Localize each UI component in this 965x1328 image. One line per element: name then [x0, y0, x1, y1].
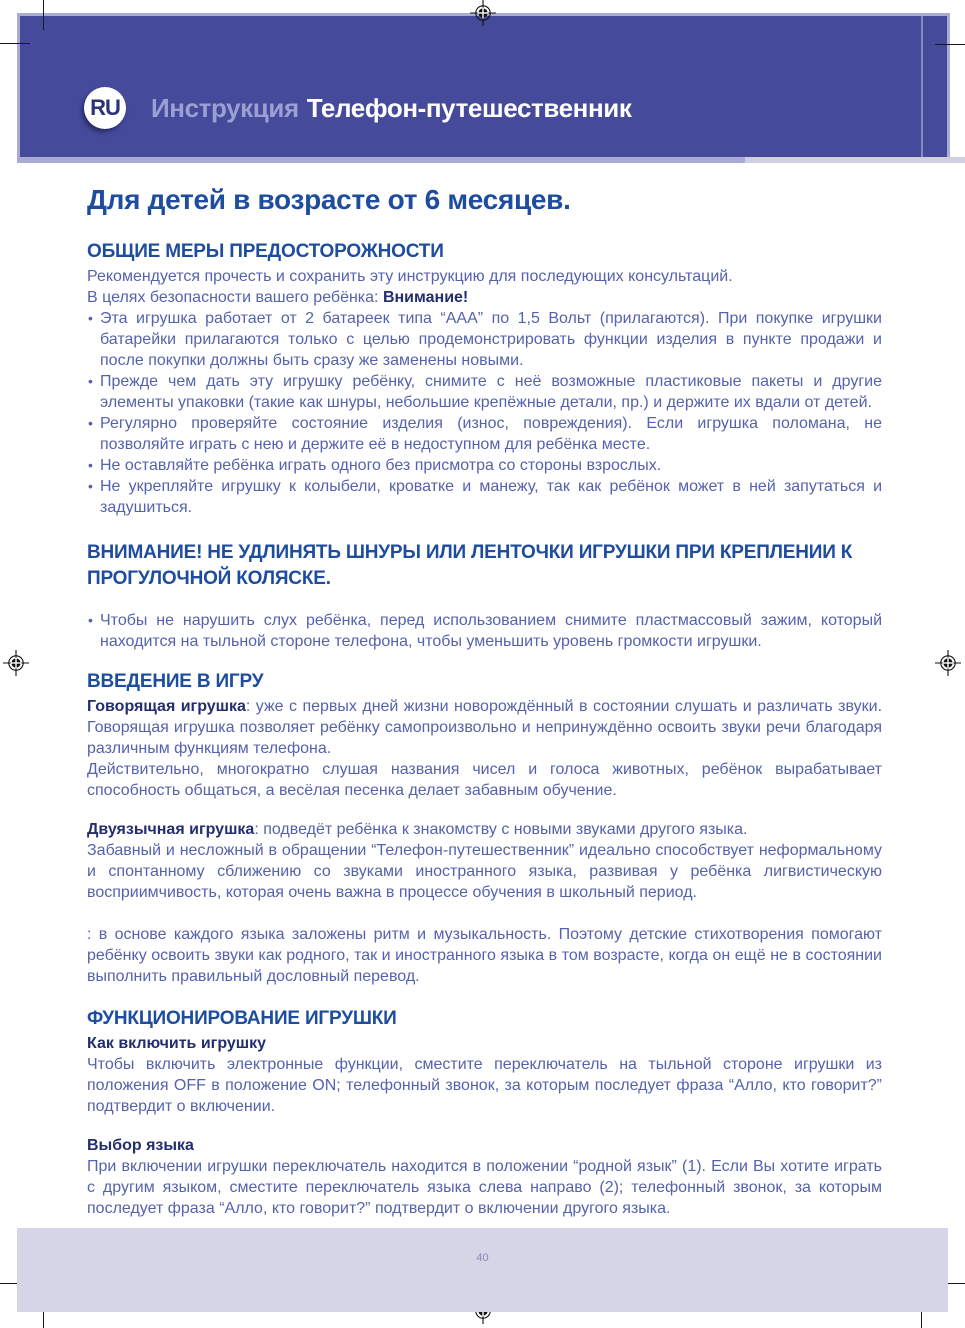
paragraph-language-choice: При включении игрушки переключатель находится в положении “родной язык” (1). Если Вы хотите играть с другим языком, сместите переключатель языка слева направо (2); телефонный звонок, за которым последует фраза “Алло, кто говорит?” подтвердит о включении другого языка.	[87, 1158, 882, 1217]
section-heading-functioning: ФУНКЦИОНИРОВАНИЕ ИГРУШКИ	[87, 1008, 397, 1029]
paragraph-intro1: Рекомендуется прочесть и сохранить эту инструкцию для последующих консультаций.	[87, 268, 733, 285]
list-item: • Не укрепляйте игрушку к колыбели, кроватке и манежу, так как ребёнок может в ней запутаться и задушиться.	[87, 476, 882, 518]
header-titles	[151, 93, 631, 124]
page-title: Для детей в возрасте от 6 месяцев.	[87, 184, 571, 215]
registration-mark-right	[935, 650, 961, 676]
header-title: Телефон-путешественник	[306, 93, 632, 123]
list-item: • Эта игрушка работает от 2 батареек типа “AAA” по 1,5 Вольт (прилагаются). При покупке игрушки батарейки прилагаются только с целью продемонстрировать функции изделия в пункте продажи и после покупки должны быть сразу же заменены новыми.	[87, 308, 882, 371]
list-item: • Чтобы не нарушить слух ребёнка, перед использованием снимите пластмассовый зажим, который находится на тыльной стороне телефона, чтобы уменьшить уровень громкости игрушки.	[87, 610, 882, 652]
trim-line	[921, 16, 923, 157]
precautions-bullet-list	[87, 308, 882, 518]
section-heading-warning: ВНИМАНИЕ! НЕ УДЛИНЯТЬ ШНУРЫ ИЛИ ЛЕНТОЧКИ ИГРУШКИ ПРИ КРЕПЛЕНИИ К ПРОГУЛОЧНОЙ КОЛЯСКЕ.	[87, 542, 853, 589]
paragraph-learning: Действительно, многократно слушая названия чисел и голоса животных, ребёнок вырабатывает способность общаться, а весёлая песенка делает забавным обучение.	[87, 761, 882, 799]
language-badge-label: RU	[90, 95, 120, 120]
crop-mark-top-right-h	[935, 44, 965, 45]
band-bottom-grey-strip	[745, 157, 965, 163]
footer-band	[17, 1228, 948, 1312]
crop-mark-top-left-h	[0, 43, 30, 44]
bilingual-toy-text: : подведёт ребёнка к знакомству с новыми звуками другого языка.	[254, 821, 748, 838]
registration-mark-left	[3, 650, 29, 676]
bilingual-toy-label: Двуязычная игрушка	[87, 821, 255, 838]
section-heading-precautions: ОБЩИЕ МЕРЫ ПРЕДОСТОРОЖНОСТИ	[87, 241, 444, 262]
registration-mark-top	[470, 0, 496, 26]
section-heading-introduction: ВВЕДЕНИЕ В ИГРУ	[87, 671, 264, 692]
header-subtitle: Инструкция	[151, 93, 299, 123]
language-badge	[84, 87, 126, 129]
paragraph-bilingual-benefit: Забавный и несложный в обращении “Телефон-путешественник” идеально способствует неформальному и спонтанному сближению со звуками иностранного языка, развивая у ребёнка лигвистическую восприимчивость, которая очень важна в процессе обучения в школьный период.	[87, 842, 882, 901]
paragraph-turn-on: Чтобы включить электронные функции, сместите переключатель на тыльной стороне игрушки из положения OFF в положение ON; телефонный звонок, за которым последует фраза “Алло, кто говорит?” подтвердит о включении.	[87, 1056, 882, 1115]
talking-toy-text: : уже с первых дней жизни новорождённый в состоянии слушать и различать звуки. Говорящая игрушка позволяет ребёнку самопроизвольно и непринуждённо освоить звуки речи благодаря различным функциям телефона.	[87, 698, 883, 757]
subheading-how-to-turn-on: Как включить игрушку	[87, 1035, 267, 1052]
paragraph-rhythm: : в основе каждого языка заложены ритм и музыкальность. Поэтому детские стихотворения помогают ребёнку освоить звуки как родного, так и иностранного языка в том возрасте, когда он ещё не в состоянии выполнить правильный дословный перевод.	[87, 926, 882, 985]
subheading-language-choice: Выбор языка	[87, 1137, 194, 1154]
intro2-text: В целях безопасности вашего ребёнка:	[87, 289, 383, 306]
document-content	[87, 184, 882, 1219]
paragraph-intro2	[87, 287, 882, 308]
warning-bullet-list	[87, 610, 882, 652]
header-band	[20, 16, 947, 157]
intro2-attention: Внимание!	[382, 289, 469, 306]
header-band-frame	[17, 13, 950, 163]
list-item: • Прежде чем дать эту игрушку ребёнку, снимите с неё возможные пластиковые пакеты и другие элементы упаковки (такие как шнуры, небольшие крепёжные детали, пр.) и держите их вдали от детей.	[87, 371, 882, 413]
paragraph-bilingual-toy	[87, 819, 882, 840]
page-number: 40	[476, 1252, 489, 1264]
list-item: • Не оставляйте ребёнка играть одного без присмотра со стороны взрослых.	[87, 455, 882, 476]
paragraph-talking-toy	[87, 696, 882, 759]
talking-toy-label: Говорящая игрушка	[87, 698, 246, 715]
list-item: • Регулярно проверяйте состояние изделия (износ, повреждения). Если игрушка поломана, не позволяйте играть с нею и держите её в недоступном для ребёнка месте.	[87, 413, 882, 455]
crop-mark-top-left-v	[43, 0, 44, 30]
